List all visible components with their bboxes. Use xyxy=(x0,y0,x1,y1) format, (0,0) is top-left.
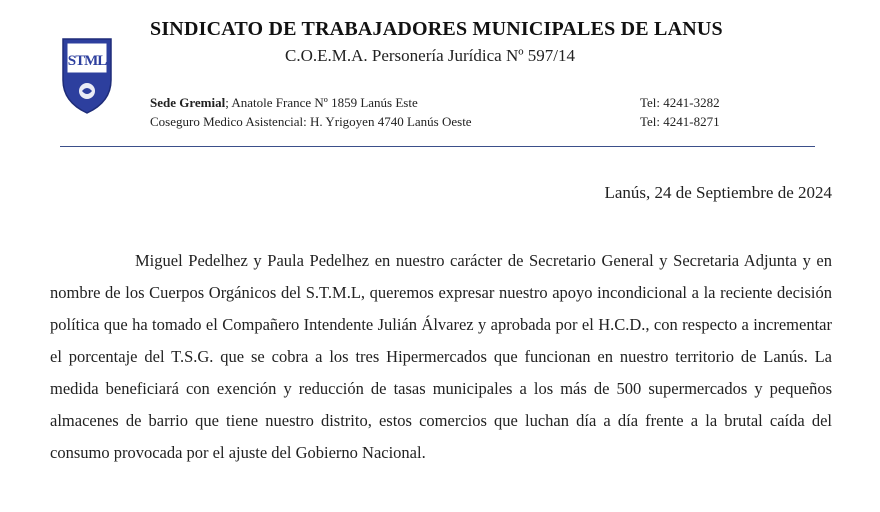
svg-text:STML: STML xyxy=(67,53,107,69)
union-logo xyxy=(60,36,114,116)
letter-date: Lanús, 24 de Septiembre de 2024 xyxy=(604,183,832,202)
phone-sede: Tel: 4241-3282 xyxy=(640,95,720,110)
sede-address: ; Anatole France Nº 1859 Lanús Este xyxy=(225,95,418,110)
coseguro-address-line: Coseguro Medico Asistencial: H. Yrigoyen 4740 Lanús Oeste xyxy=(150,114,472,129)
phone-coseguro: Tel: 4241-8271 xyxy=(640,114,720,129)
org-name: SINDICATO DE TRABAJADORES MUNICIPALES DE LANUS xyxy=(150,18,723,40)
sede-address-line xyxy=(150,95,418,111)
org-subtitle: C.O.E.M.A. Personería Jurídica Nº 597/14 xyxy=(285,46,575,65)
sede-label: Sede Gremial xyxy=(150,95,226,110)
header-divider xyxy=(60,146,815,147)
letter-paragraph: Miguel Pedelhez y Paula Pedelhez en nuestro carácter de Secretario General y Secretaria Adjunta y en nombre de los Cuerpos Orgánicos del S.T.M.L, queremos expresar nuestro apoyo incondicional a la reciente decisión política que ha tomado el Compañero Intendente Julián Álvarez y aprobada por el H.C.D., con respecto a incrementar el porcentaje del T.S.G. que se cobra a los tres Hipermercados que funcionan en nuestro territorio de Lanús. La medida beneficiará con exención y reducción de tasas municipales a los más de 500 supermercados y pequeños almacenes de barrio que tiene nuestro distrito, estos comercios que luchan día a día frente a la brutal caída del consumo provocada por el ajuste del Gobierno Nacional. xyxy=(50,251,832,462)
